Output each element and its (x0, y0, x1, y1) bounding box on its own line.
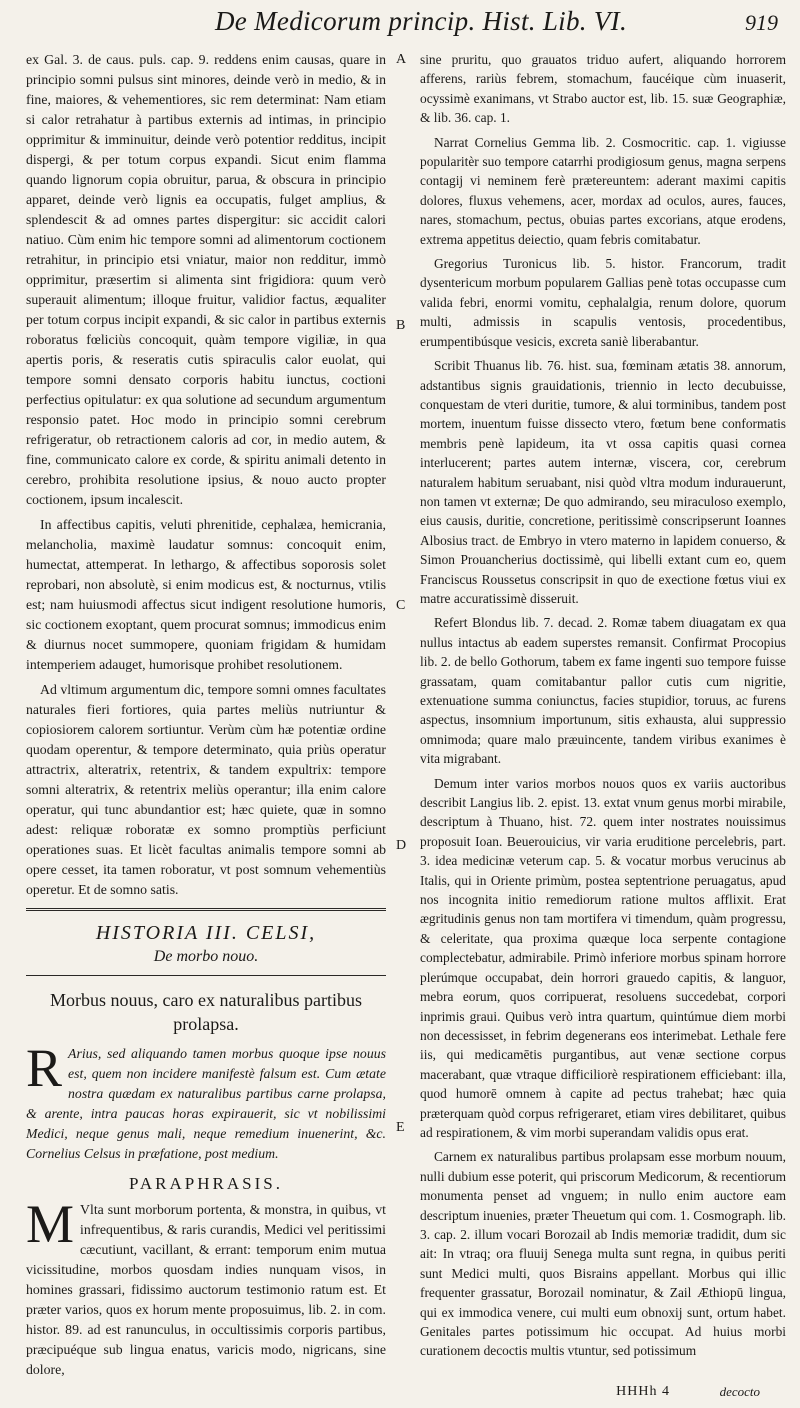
historia-subtitle: De morbo nouo. (153, 948, 259, 965)
page-footer (616, 1384, 760, 1400)
left-column (26, 50, 386, 1385)
margin-letter: A (396, 52, 407, 67)
paragraph: sine pruritu, quo grauatos triduo aufert, aliquando horrorem afferens, rariùs febrem, stomachum, faucéique cùm inuaserit, ocyssimè exanimans, vt Strabo auctor est, lib. 15. suæ Geographiæ, & lib. 36. cap. 1. (420, 52, 786, 126)
margin-letter: E (396, 1120, 405, 1135)
section-title: Morbus nouus, caro ex naturalibus partibus prolapsa. (50, 990, 362, 1034)
paragraph: Refert Blondus lib. 7. decad. 2. Romæ tabem diuagatam ex qua nullus intactus ab eadem superstes remansit. Confirmat Procopius lib. 2. de bello Gothorum, tabem ex fame ingenti suo tempore fuisse grassatam, quam comitabantur pallor cutis cum nigritie, extenuatione summa coniunctus, facies stupidior, toruus, ac furens aspectus, insomnium importunum, sitis exhausta, alui suppressio omnimoda; quare malo præuincente, tandem viribus exanimes è vita migrabant. (420, 615, 786, 767)
historia-title: HISTORIA III. CELSI, (95, 922, 317, 944)
margin-letter: B (396, 318, 406, 333)
paraphrasis-text: Vlta sunt morborum portenta, & monstra, in quibus, vt infrequentibus, & raris curandis, Medici vel peritissimi cæcutiunt, vacillant, & errant: temporum enim mutua vicissitudine, morbos quosdam indies nunquam visos, in homines grassari, fidissimo auctorum testimonio ratum est. Et præter varios, quos ex horum mente proposuimus, lib. 2. in com. histor. 89. ad est ranunculus, in occultissimis corporis partibus, præcipuéque sub lingua enatus, varicis modo, nigricans, sine dolore, (26, 1202, 386, 1377)
signature-mark: HHHh 4 (616, 1384, 670, 1399)
quote-block (26, 1038, 386, 1164)
quote-text: Arius, sed aliquando tamen morbus quoque ipse nouus est, quem non incidere manifestè falsum est. Cum ætate nostra quædam ex naturalibus partibus carne prolapsa, & arente, intra paucas horas expirauerit, sic vt nobilissimi Medici, neque genus mali, neque remedium inuenerint, &c. Cornelius Celsus in præfatione, post medium. (26, 1046, 386, 1161)
running-header (0, 0, 800, 44)
paragraph: Gregorius Turonicus lib. 5. histor. Francorum, tradit dysentericum morbum popularem Gallias penè totas occupasse cum valida febri, enormi vomitu, cephalalgia, renum dolore, quorum multi, admissis in scapulis ventosis, procedentibus, erumpentibúsque vesicis, excreta saniè liberabantur. (420, 256, 786, 349)
paraphrasis-heading: PARAPHRASIS. (129, 1174, 283, 1193)
running-title: De Medicorum princip. Hist. Lib. VI. (215, 6, 628, 36)
paragraph: Ad vltimum argumentum dic, tempore somni omnes facultates naturales fieri fortiores, quia partes meliùs nutriuntur & copiosiorem calorem sortiuntur. Verùm cùm hæ potentiæ ordine quodam operentur, & tempore determinato, quia priùs operatur attractrix, alteratrix, retentrix, & tandem expultrix: tempore somni alteratrix, & retentrix meliùs operantur; illa enim calore operatur, qui tunc abundantior est; hæc quiete, quæ in somno adest: reliquæ roboratæ ex somno promptiùs perficiunt operationes suas. Et licèt facultas animalis tempore somni ab opere cesset, ita tamen roboratur, vt post somnum vehementiùs operetur. Et de somno satis. (26, 682, 386, 897)
margin-letter: D (396, 838, 407, 853)
page-number: 919 (745, 10, 778, 35)
catchword: decocto (719, 1384, 760, 1399)
right-column (420, 50, 786, 1366)
paragraph: ex Gal. 3. de caus. puls. cap. 9. reddens enim causas, quare in principio somni pulsus sint minores, deinde verò in medio, & in fine, maiores, & vehementiores, sic rem determinat: Nam etiam si calor retrahatur à partibus externis ad intimas, in principio opprimitur & imminuitur, deinde verò potentior redditus, incipit dispergi, & per totum corpus expandi. Sicut enim flamma quando lignorum copia obruitur, parua, & obscura in principio apparet, deinde verò lignis ea occupatis, fulget amplius, & splendescit & ad omnes partes dispergitur: sic accidit calori natiuo. Cùm enim hic tempore somni ad alimentorum coctionem retrahitur, in principio etsi vniatur, maior non redditur, immò opprimitur, præsertim si alimenta sint frigidiora: quum verò superauit alimentum; illoque fruitur, validior factus, æqualiter per totum corpus incipit expandi, & sic calor in partibus externis roboratus fœliciùs concoquit, quàm tempore vigiliæ, in qua apertis poris, & reseratis cutis spiraculis calor euolat, qui tempore somni densato corporis habitu iunctus, coctioni perfectius opitulatur: ex qua solutione ad secundum argumentum responsio patet. Hoc modo in principio somni cerebrum refrigeratur, ob retractionem caloris ad cor, in medio autem, & fine, communicato calore ex corde, & spiritu animali detento in cerebro, prohibita resolutione ipsius, & nouo aucto propter coctionem, ipsum incalescit. (26, 52, 386, 507)
paragraph: Narrat Cornelius Gemma lib. 2. Cosmocritic. cap. 1. vigiusse popularitèr suo tempore catarrhi prodigiosum genus, magna serpens contagij vi neminem ferè prætereuntem: aderant maximi capitis dolores, fluxus vehemens, acer, mordax ad oculos, aures, fauces, nares, stomachum, pectus, obuias partes excorians, atque erodens, extrema appetitus deiectio, quam febris comitabatur. (420, 134, 786, 247)
drop-cap: R (26, 1038, 63, 1098)
section-divider (26, 975, 386, 976)
section-divider (26, 908, 386, 911)
paragraph: Carnem ex naturalibus partibus prolapsam esse morbum nouum, nulli dubium esse poterit, qui priscorum Medicorum, & recentiorum monumenta penset ad vnguem; in nullo enim auctore eam descriptum inuenies, præter Theuetum qui com. 1. Cosmograph. lib. 3. cap. 2. illum vocari Borozail ab Indis memoriæ tradidit, dum sic ait: In vtraq; ora fluuij Senega multa sunt regna, in quibus periti sunt Medici multi, quos Bisrains appellant. Morbus qui illic frequenter grassatur, Borozail nominatur, & Zail Æthiopū lingua, qui ex immodica venere, cui multi eum obnoxij sunt, ortum habet. Genitales partes potissimum hic occupat. Ad huius morbi curationem decoctis multis vtuntur, sed potissimum (420, 1149, 786, 1359)
margin-letter: C (396, 598, 406, 613)
paraphrasis-block (26, 1194, 386, 1380)
paragraph: In affectibus capitis, veluti phrenitide, cephalæa, hemicrania, melancholia, maximè laudatur somnus: concoquit enim, humectat, attemperat. In lethargo, & affectibus soporosis solet reprobari, non absolutè, si enim modicus est, & nocturnus, vtilis est; nam huiusmodi affectus sicut indigent resolutione humoris, sic coctionem exoptant, quem procurat somnus; immodicus enim & diurnus nocet summopere, quoniam frigidam & humidam intemperiem adauget, humorisque prohibet resolutionem. (26, 517, 386, 672)
drop-cap: M (26, 1194, 75, 1254)
paragraph: Scribit Thuanus lib. 76. hist. sua, fœminam ætatis 38. annorum, adstantibus signis grauidationis, triennio in lecto decubuisse, conquestam de vteri duritie, tumore, & alui torminibus, tandem post mortem, inuentum fuisse dissecto vtero, fœtum bene conformatis membris penè lapideum, ita vt ossa capitis quasi cornea interlucerent; partes autem internæ, viscera, cor, cerebrum naturalem habitum seruabant, nisi quòd vltra modum indurauerunt, non tamen vt externæ; De quo admirando, seu miraculoso exemplo, eius causis, duritie, concretione, peritissimè conscripserunt Ioannes Albosius tract. de Embryo in vtero materno in lapidem conuerso, & Simon Prouancherius doctissimè, qui libelli extant cum eo, quem Franciscus Roussetus conscripsit in quo de exectione fœtus viui ex matre accuratissimè disseruit. (420, 358, 786, 606)
paragraph: Demum inter varios morbos nouos quos ex variis auctoribus describit Langius lib. 2. epist. 13. extat vnum genus morbi mirabile, descriptum à Thuano, hist. 72. quem inter nostrates nouissimus proposuit Ioan. Beuerouicius, vir varia eruditione percelebris, part. 3. idea medicinæ veterum cap. 5. & vocatur morbus verucinus ab Italis, qui in Oriente primùm, postea septentrione peruagatus, apud nos incognita initio remediorum ratione multos afflixit. Erat ægritudinis genus non tam mortifera vi timendum, quàm progressu, & celeritate, qua proxima quæque loca serpente contagione complectebatur, admirabile. Primò inferiore morbus spinam horrore plerúmque occupabat, dein horrori grauedo capitis, & languor, mebra eorum, quos corripuerat, resoluens succedebat, corpori inprimis graui. Quibus verò intra quartum, quintúmue diem morbi non decessisset, in febrim degenerans eos interimebat. Lethale fere iis, qui medicamētis purgantibus, aut venæ sectione corpus macerabant, quæ vtraque difficiliorè respirationem efficiebant: illa, quod humorē omnem à capite ad pectus trahebat; hæc quia præterquam quòd corpus refrigeraret, etiam vires debilitaret, quibus ad respirationem, & vim morbi superandam validis opus erat. (420, 775, 786, 1140)
